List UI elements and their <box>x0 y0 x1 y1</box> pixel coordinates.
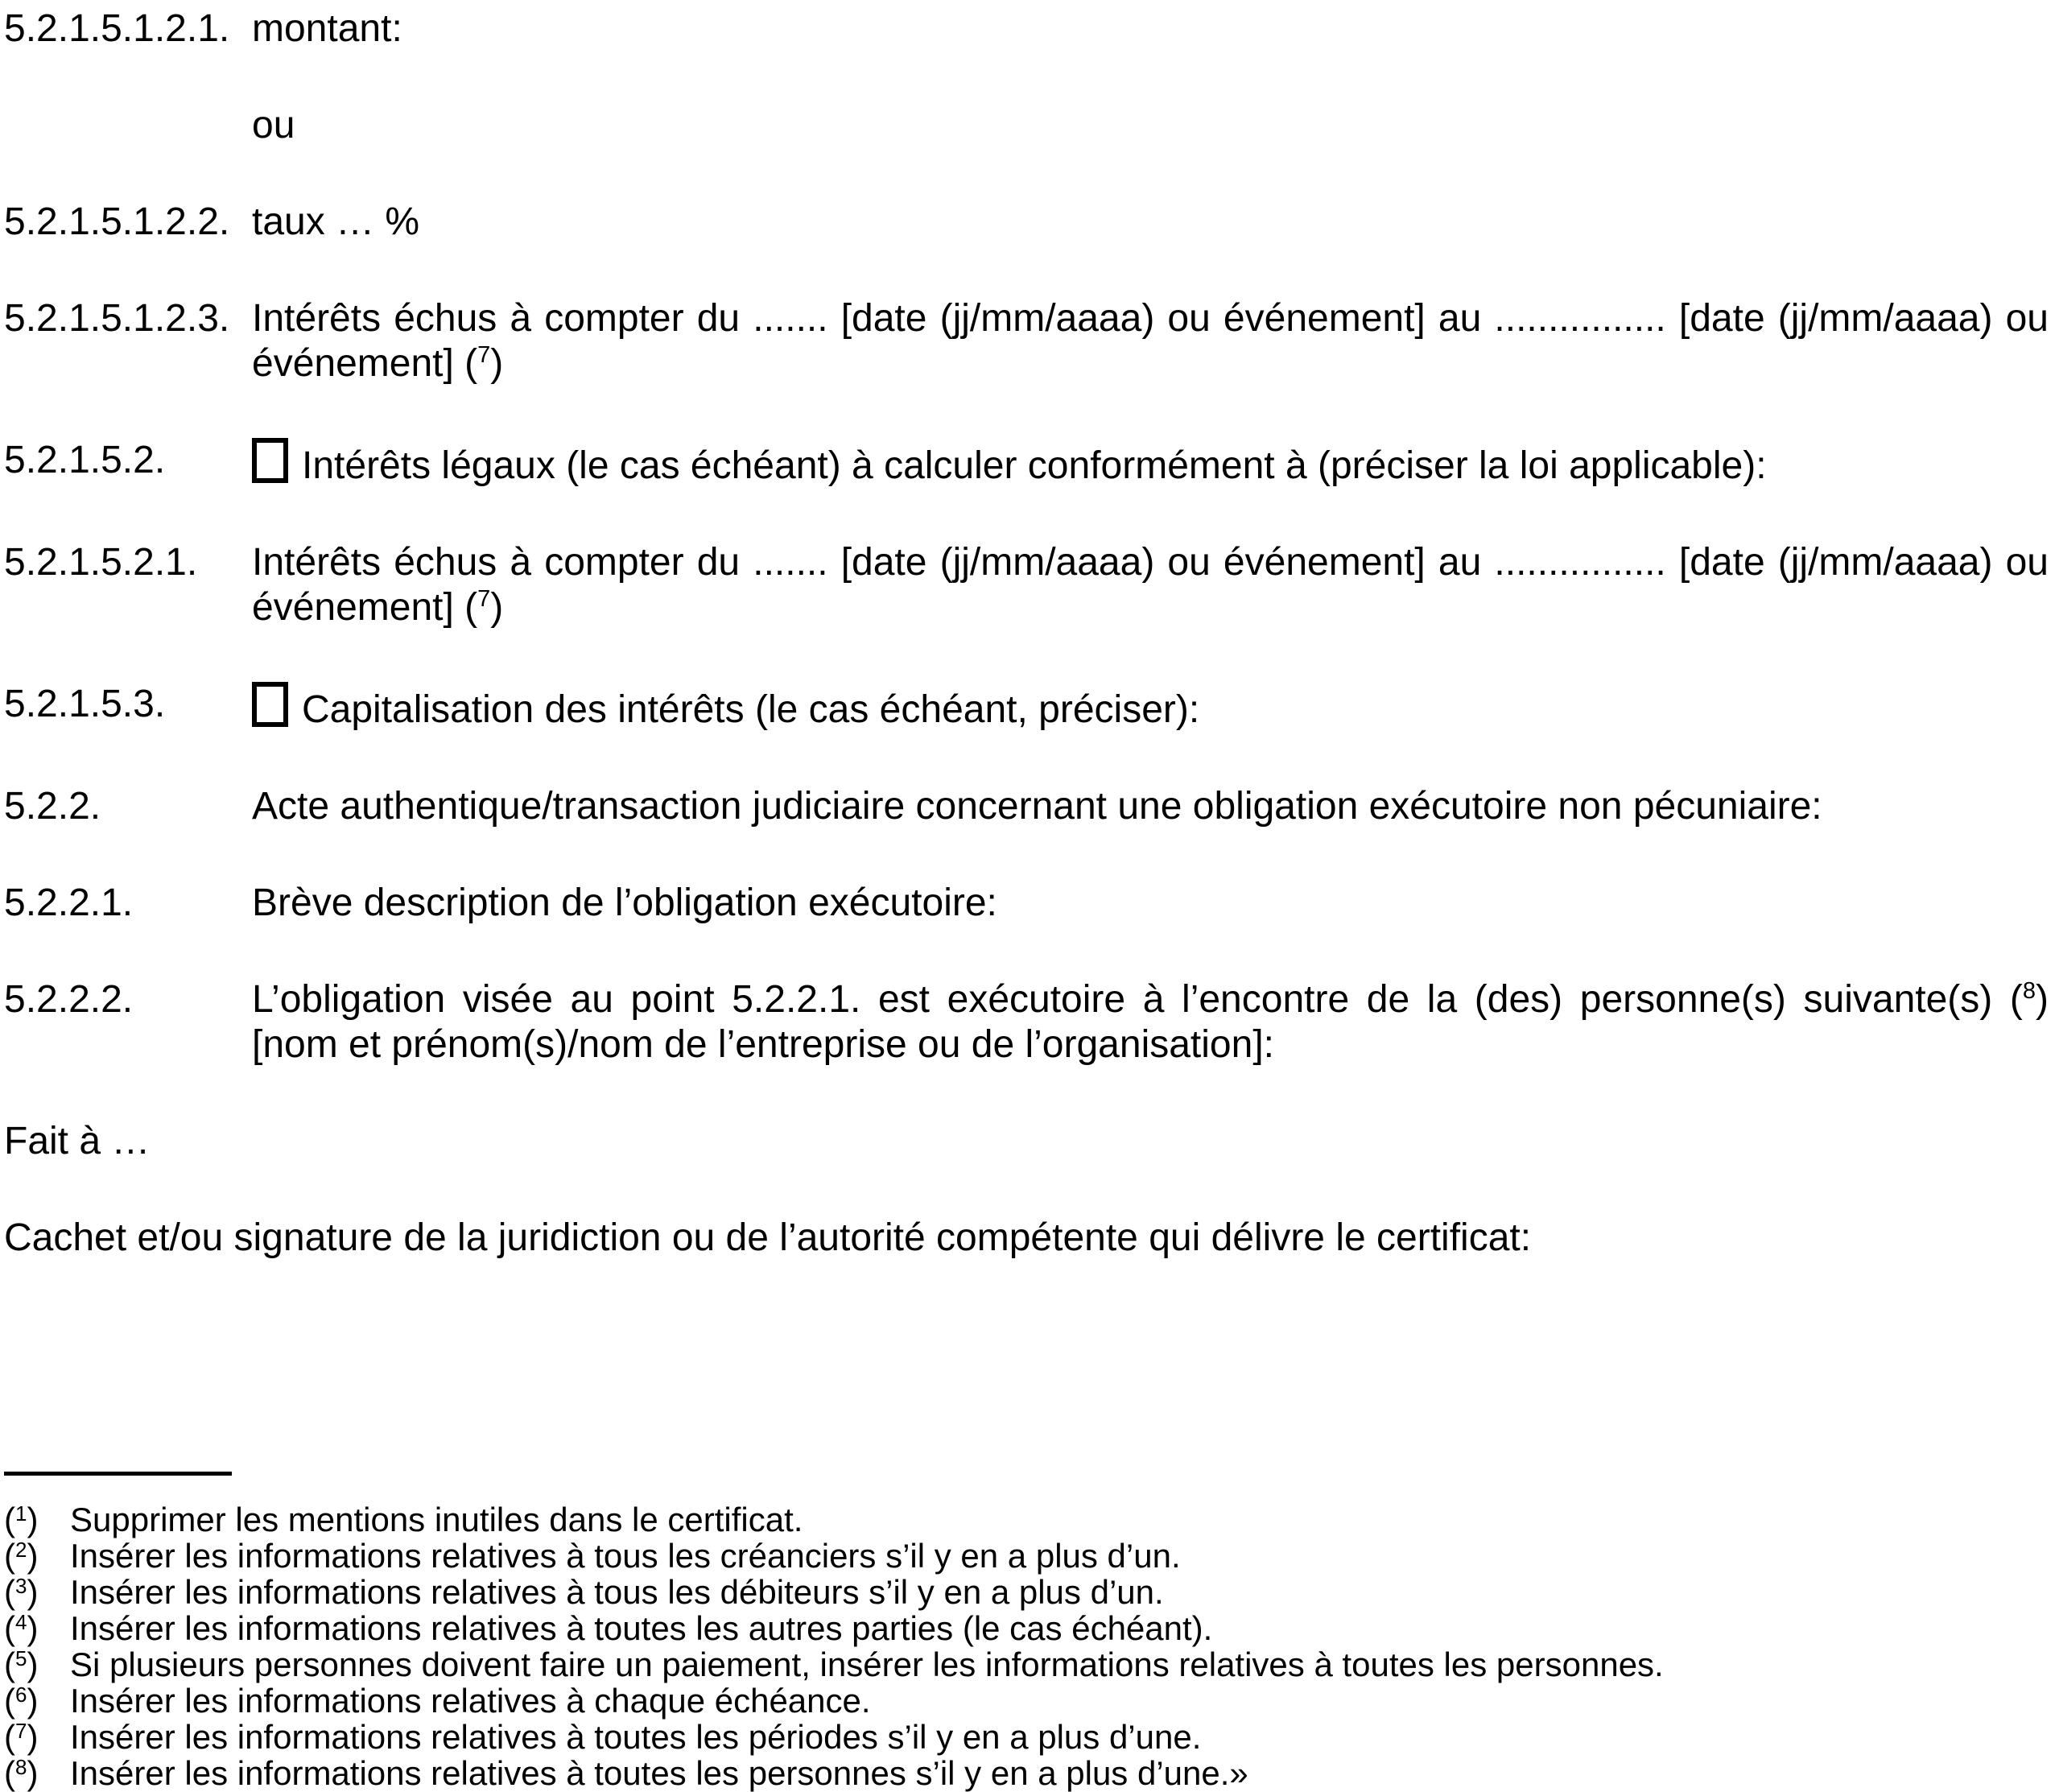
item-number: 5.2.1.5.1.2.3. <box>4 297 230 340</box>
footnote-marker: ($^4$) <box>4 1609 39 1647</box>
footnote <box>4 1755 2049 1791</box>
footnote-text: Supprimer les mentions inutiles dans le certificat. <box>70 1501 803 1538</box>
footnote-text: Insérer les informations relatives à tous les créanciers s’il y en a plus d’un. <box>70 1537 1181 1575</box>
item-text <box>252 682 2049 733</box>
form-item <box>4 682 2049 733</box>
footnote-text: Insérer les informations relatives à toutes les autres parties (le cas échéant). <box>70 1609 1213 1647</box>
item-text <box>252 296 2049 386</box>
footnote-text: Si plusieurs personnes doivent faire un paiement, insérer les informations relatives à toutes les personnes. <box>70 1645 1664 1683</box>
footnote <box>4 1538 2049 1574</box>
signature-line: Cachet et/ou signature de la juridiction ou de l’autorité compétente qui délivre le certificat: <box>4 1216 1532 1259</box>
footnote-marker: ($^7$) <box>4 1718 39 1756</box>
text-segment: L’obligation visée au point 5.2.2.1. est exécutoire à l’encontre de la (des) personne(s) suivante(s) ( <box>252 978 2023 1021</box>
footnote-number: 5 <box>15 1646 27 1670</box>
footnote <box>4 1501 2049 1538</box>
footnote-reference: 7 <box>477 342 491 368</box>
footnote-marker: ($^6$) <box>4 1682 39 1720</box>
item-text <box>252 784 2049 829</box>
text-segment: Capitalisation des intérêts (le cas échéant, préciser): <box>302 688 1200 731</box>
item-text <box>252 200 2049 245</box>
footnote <box>4 1646 2049 1683</box>
item-number: 5.2.2. <box>4 785 101 828</box>
checkbox[interactable] <box>252 438 288 483</box>
item-number: 5.2.1.5.2. <box>4 439 166 481</box>
text-segment: Intérêts échus à compter du ....... [date (jj/mm/aaaa) ou événement] au ................ [date (jj/mm/aaaa) ou événement] ( <box>252 541 2049 629</box>
form-item <box>4 200 2049 245</box>
item-text <box>252 438 2049 489</box>
footnote-number: 7 <box>15 1719 27 1743</box>
footnote <box>4 1610 2049 1646</box>
item-text-line <box>252 682 2049 733</box>
text-segment: Intérêts légaux (le cas échéant) à calculer conformément à (préciser la loi applicable): <box>302 444 1767 487</box>
text-segment: Acte authentique/transaction judiciaire concernant une obligation exécutoire non pécuniaire: <box>252 785 1822 828</box>
text-segment: ) <box>490 342 504 385</box>
item-text <box>252 6 2049 52</box>
item-number: 5.2.1.5.3. <box>4 683 166 725</box>
footnote-reference: 8 <box>2022 978 2036 1004</box>
item-number: 5.2.1.5.2.1. <box>4 541 198 584</box>
text-segment: montant: <box>252 7 402 50</box>
item-text <box>252 103 2049 148</box>
footnote <box>4 1683 2049 1719</box>
footnote-marker: ($^5$) <box>4 1645 39 1683</box>
item-text <box>252 881 2049 926</box>
item-text-line <box>252 881 2049 926</box>
numbered-items <box>4 6 2049 1067</box>
footnote-number: 2 <box>15 1538 27 1562</box>
footnotes <box>4 1501 2049 1791</box>
checkbox[interactable] <box>252 682 288 727</box>
footnote-marker: ($^1$) <box>4 1501 39 1538</box>
footnote-separator <box>4 1472 232 1476</box>
item-text-line <box>252 977 2049 1067</box>
footnote-number: 8 <box>15 1755 27 1779</box>
footnote-number: 4 <box>15 1610 27 1634</box>
footnote-marker: ($^2$) <box>4 1537 39 1575</box>
form-item <box>4 784 2049 829</box>
text-segment: ) [nom et prénom(s)/nom de l’entreprise ou de l’organisation]: <box>252 978 2049 1066</box>
item-text-line <box>252 200 2049 245</box>
item-text-line <box>252 540 2049 630</box>
footnote-text: Insérer les informations relatives à toutes les personnes s’il y en a plus d’une.» <box>70 1754 1248 1792</box>
item-number: 5.2.2.2. <box>4 978 134 1021</box>
footnote-text: Insérer les informations relatives à tous les débiteurs s’il y en a plus d’un. <box>70 1573 1164 1611</box>
footnote-marker: ($^3$) <box>4 1573 39 1611</box>
fait-a-line: Fait à … <box>4 1120 151 1162</box>
item-text-line <box>252 6 2049 52</box>
footnote-text: Insérer les informations relatives à chaque échéance. <box>70 1682 871 1720</box>
item-text <box>252 977 2049 1067</box>
footnote-number: 1 <box>15 1501 27 1526</box>
closing-lines <box>4 1119 2049 1261</box>
item-text-line <box>252 296 2049 386</box>
item-number: 5.2.1.5.1.2.1. <box>4 7 230 50</box>
form-item <box>4 296 2049 386</box>
item-text-line <box>252 784 2049 829</box>
footnote-marker: ($^8$) <box>4 1754 39 1792</box>
footnote-number: 3 <box>15 1574 27 1598</box>
text-segment: Brève description de l’obligation exécutoire: <box>252 882 997 924</box>
item-text-line <box>252 438 2049 489</box>
text-segment: taux … % <box>252 200 420 243</box>
form-item <box>4 438 2049 489</box>
footnote-reference: 7 <box>477 586 491 612</box>
form-item <box>4 6 2049 52</box>
text-segment: Intérêts échus à compter du ....... [date (jj/mm/aaaa) ou événement] au ................ [date (jj/mm/aaaa) ou événement] ( <box>252 297 2049 385</box>
text-segment: ) <box>490 586 504 629</box>
footnote-text: Insérer les informations relatives à toutes les périodes s’il y en a plus d’une. <box>70 1718 1202 1756</box>
item-number: 5.2.2.1. <box>4 882 134 924</box>
item-number <box>4 103 252 148</box>
text-segment: ou <box>252 104 295 147</box>
item-number: 5.2.1.5.1.2.2. <box>4 200 230 243</box>
item-text-line <box>252 103 2049 148</box>
form-item <box>4 540 2049 630</box>
item-text <box>252 540 2049 630</box>
form-item <box>4 977 2049 1067</box>
footnote <box>4 1574 2049 1610</box>
footnote-number: 6 <box>15 1683 27 1707</box>
form-item <box>4 103 2049 148</box>
footnote <box>4 1719 2049 1755</box>
form-item <box>4 881 2049 926</box>
